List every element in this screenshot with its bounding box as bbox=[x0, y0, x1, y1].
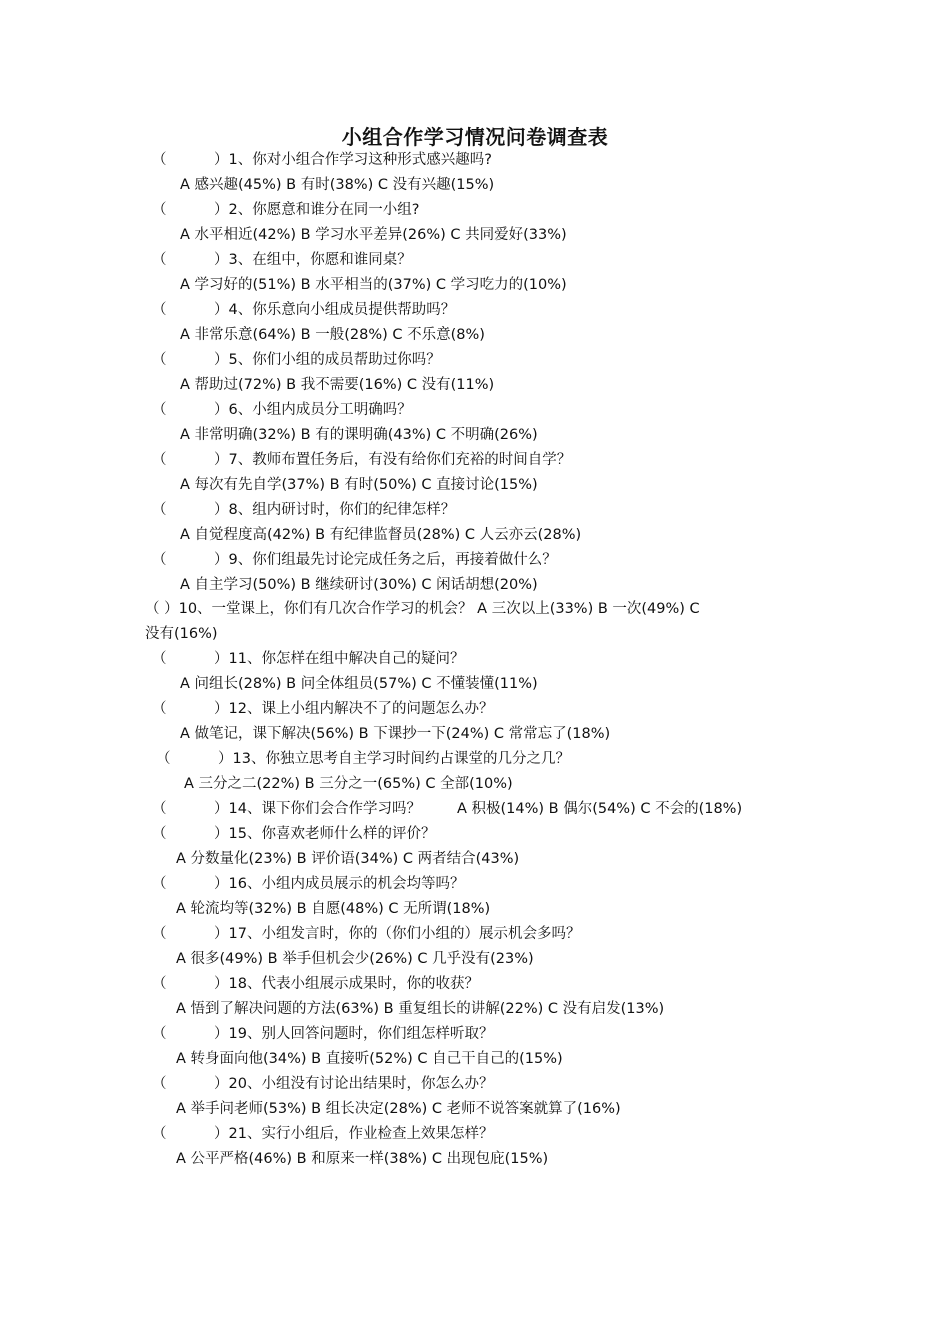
question-text: 13、你独立思考自主学习时间约占课堂的几分之几？ bbox=[232, 751, 570, 767]
question-16 bbox=[152, 874, 464, 894]
answer-options-8: A 自觉程度高(42%) B 有纪律监督员(28%) C 人云亦云(28%) bbox=[180, 527, 582, 543]
answer-blank-close: ） bbox=[214, 202, 229, 218]
question-5 bbox=[152, 350, 441, 370]
question-text: 18、代表小组展示成果时，你的收获？ bbox=[228, 976, 479, 992]
question-text: 8、组内研讨时，你们的纪律怎样？ bbox=[228, 502, 456, 518]
answer-options-3: A 学习好的(51%) B 水平相当的(37%) C 学习吃力的(10%) bbox=[180, 277, 567, 293]
question-text: 11、你怎样在组中解决自己的疑问？ bbox=[228, 651, 465, 667]
question-text: 7、教师布置任务后，有没有给你们充裕的时间自学？ bbox=[228, 452, 572, 468]
answer-options-2: A 水平相近(42%) B 学习水平差异(26%) C 共同爱好(33%) bbox=[180, 227, 567, 243]
answer-blank-close: ） bbox=[214, 876, 229, 892]
answer-options-19: A 转身面向他(34%) B 直接听(52%) C 自己干自己的(15%) bbox=[176, 1051, 563, 1067]
answer-blank-open: （ bbox=[152, 552, 167, 568]
answer-blank-close: ） bbox=[214, 1126, 229, 1142]
answer-blank-open: （ bbox=[152, 1076, 167, 1092]
answer-blank-open: （ bbox=[152, 452, 167, 468]
question-text: 5、你们小组的成员帮助过你吗？ bbox=[228, 352, 441, 368]
answer-blank-close: ） bbox=[214, 801, 229, 817]
answer-blank-close: ） bbox=[214, 826, 229, 842]
question-text: 16、小组内成员展示的机会均等吗？ bbox=[228, 876, 465, 892]
question-text: 17、小组发言时，你的（你们小组的）展示机会多吗？ bbox=[228, 926, 581, 942]
answer-options-21: A 公平严格(46%) B 和原来一样(38%) C 出现包庇(15%) bbox=[176, 1151, 549, 1167]
question-text: 6、小组内成员分工明确吗？ bbox=[228, 402, 412, 418]
question-12 bbox=[152, 699, 493, 719]
answer-blank-close: ） bbox=[214, 252, 229, 268]
question-text: 15、你喜欢老师什么样的评价？ bbox=[228, 826, 436, 842]
answer-blank-open: （ bbox=[152, 801, 167, 817]
answer-blank-close: ） bbox=[214, 1076, 229, 1092]
answer-options-14: A 积极(14%) B 偶尔(54%) C 不会的(18%) bbox=[456, 801, 743, 817]
answer-blank-open: （ bbox=[152, 302, 167, 318]
question-text: 19、别人回答问题时，你们组怎样听取？ bbox=[228, 1026, 494, 1042]
answer-blank-close: ） bbox=[214, 402, 229, 418]
answer-options-9: A 自主学习(50%) B 继续研讨(30%) C 闲话胡想(20%) bbox=[180, 577, 538, 593]
answer-options-12: A 做笔记，课下解决(56%) B 下课抄一下(24%) C 常常忘了(18%) bbox=[180, 726, 611, 742]
answer-blank-open: （ bbox=[152, 701, 167, 717]
question-20 bbox=[152, 1074, 493, 1094]
answer-options-1: A 感兴趣(45%) B 有时(38%) C 没有兴趣(15%) bbox=[180, 177, 495, 193]
answer-blank-close: ） bbox=[214, 452, 229, 468]
answer-blank-open: （ bbox=[152, 826, 167, 842]
question-15 bbox=[152, 824, 435, 844]
answer-options-18: A 悟到了解决问题的方法(63%) B 重复组长的讲解(22%) C 没有启发(13%) bbox=[176, 1001, 665, 1017]
question-10-continued: 没有(16%) bbox=[145, 626, 218, 642]
question-text: 2、你愿意和谁分在同一小组? bbox=[228, 202, 420, 218]
answer-blank-open: （ bbox=[152, 926, 167, 942]
answer-blank-close: ） bbox=[214, 976, 229, 992]
answer-blank-open: （ bbox=[152, 876, 167, 892]
answer-options-16: A 轮流均等(32%) B 自愿(48%) C 无所谓(18%) bbox=[176, 901, 491, 917]
answer-options-20: A 举手问老师(53%) B 组长决定(28%) C 老师不说答案就算了(16%) bbox=[176, 1101, 621, 1117]
answer-options-6: A 非常明确(32%) B 有的课明确(43%) C 不明确(26%) bbox=[180, 427, 538, 443]
question-4 bbox=[152, 300, 455, 320]
answer-blank-close: ） bbox=[214, 352, 229, 368]
question-13 bbox=[156, 749, 570, 769]
question-text: 14、课下你们会合作学习吗？ bbox=[228, 801, 421, 817]
answer-blank-close: ） bbox=[214, 701, 229, 717]
answer-blank-open: （ bbox=[152, 352, 167, 368]
question-17 bbox=[152, 924, 580, 944]
question-1 bbox=[152, 150, 492, 170]
answer-blank-open: （ bbox=[156, 751, 171, 767]
answer-options-11: A 问组长(28%) B 问全体组员(57%) C 不懂装懂(11%) bbox=[180, 676, 538, 692]
answer-blank-open: （ bbox=[152, 651, 167, 667]
answer-blank-open: （ bbox=[152, 152, 167, 168]
answer-blank-close: ） bbox=[214, 552, 229, 568]
answer-blank-open: （ bbox=[152, 976, 167, 992]
question-3 bbox=[152, 250, 412, 270]
question-text: 9、你们组最先讨论完成任务之后，再接着做什么？ bbox=[228, 552, 557, 568]
question-18 bbox=[152, 974, 479, 994]
question-11 bbox=[152, 649, 464, 669]
answer-blank-close: ） bbox=[214, 926, 229, 942]
question-text: 20、小组没有讨论出结果时，你怎么办？ bbox=[228, 1076, 494, 1092]
question-text: 3、在组中，你愿和谁同桌？ bbox=[228, 252, 412, 268]
answer-blank-open: （ bbox=[152, 1126, 167, 1142]
question-14 bbox=[152, 799, 742, 819]
question-8 bbox=[152, 500, 455, 520]
question-text: 21、实行小组后，作业检查上效果怎样？ bbox=[228, 1126, 494, 1142]
question-6 bbox=[152, 400, 412, 420]
answer-options-15: A 分数量化(23%) B 评价语(34%) C 两者结合(43%) bbox=[176, 851, 520, 867]
answer-blank-close: ） bbox=[214, 1026, 229, 1042]
answer-blank-open: （ bbox=[152, 1026, 167, 1042]
answer-options-7: A 每次有先自学(37%) B 有时(50%) C 直接讨论(15%) bbox=[180, 477, 538, 493]
question-text: 4、你乐意向小组成员提供帮助吗？ bbox=[228, 302, 456, 318]
answer-options-4: A 非常乐意(64%) B 一般(28%) C 不乐意(8%) bbox=[180, 327, 485, 343]
answer-options-5: A 帮助过(72%) B 我不需要(16%) C 没有(11%) bbox=[180, 377, 495, 393]
question-7 bbox=[152, 450, 571, 470]
answer-options-13: A 三分之二(22%) B 三分之一(65%) C 全部(10%) bbox=[184, 776, 513, 792]
question-10: （ ）10、一堂课上，你们有几次合作学习的机会？ A 三次以上(33%) B 一次(49%) C bbox=[145, 601, 700, 617]
answer-blank-open: （ bbox=[152, 502, 167, 518]
question-text: 1、你对小组合作学习这种形式感兴趣吗? bbox=[228, 152, 492, 168]
answer-blank-close: ） bbox=[218, 751, 233, 767]
answer-blank-close: ） bbox=[214, 651, 229, 667]
document-title: 小组合作学习情况问卷调查表 bbox=[341, 125, 609, 149]
answer-options-17: A 很多(49%) B 举手但机会少(26%) C 几乎没有(23%) bbox=[176, 951, 534, 967]
question-19 bbox=[152, 1024, 493, 1044]
question-2 bbox=[152, 200, 419, 220]
question-21 bbox=[152, 1124, 493, 1144]
answer-blank-open: （ bbox=[152, 252, 167, 268]
answer-blank-open: （ bbox=[152, 202, 167, 218]
question-9 bbox=[152, 550, 557, 570]
answer-blank-open: （ bbox=[152, 402, 167, 418]
answer-blank-close: ） bbox=[214, 302, 229, 318]
answer-blank-close: ） bbox=[214, 152, 229, 168]
answer-blank-close: ） bbox=[214, 502, 229, 518]
question-text: 12、课上小组内解决不了的问题怎么办？ bbox=[228, 701, 494, 717]
